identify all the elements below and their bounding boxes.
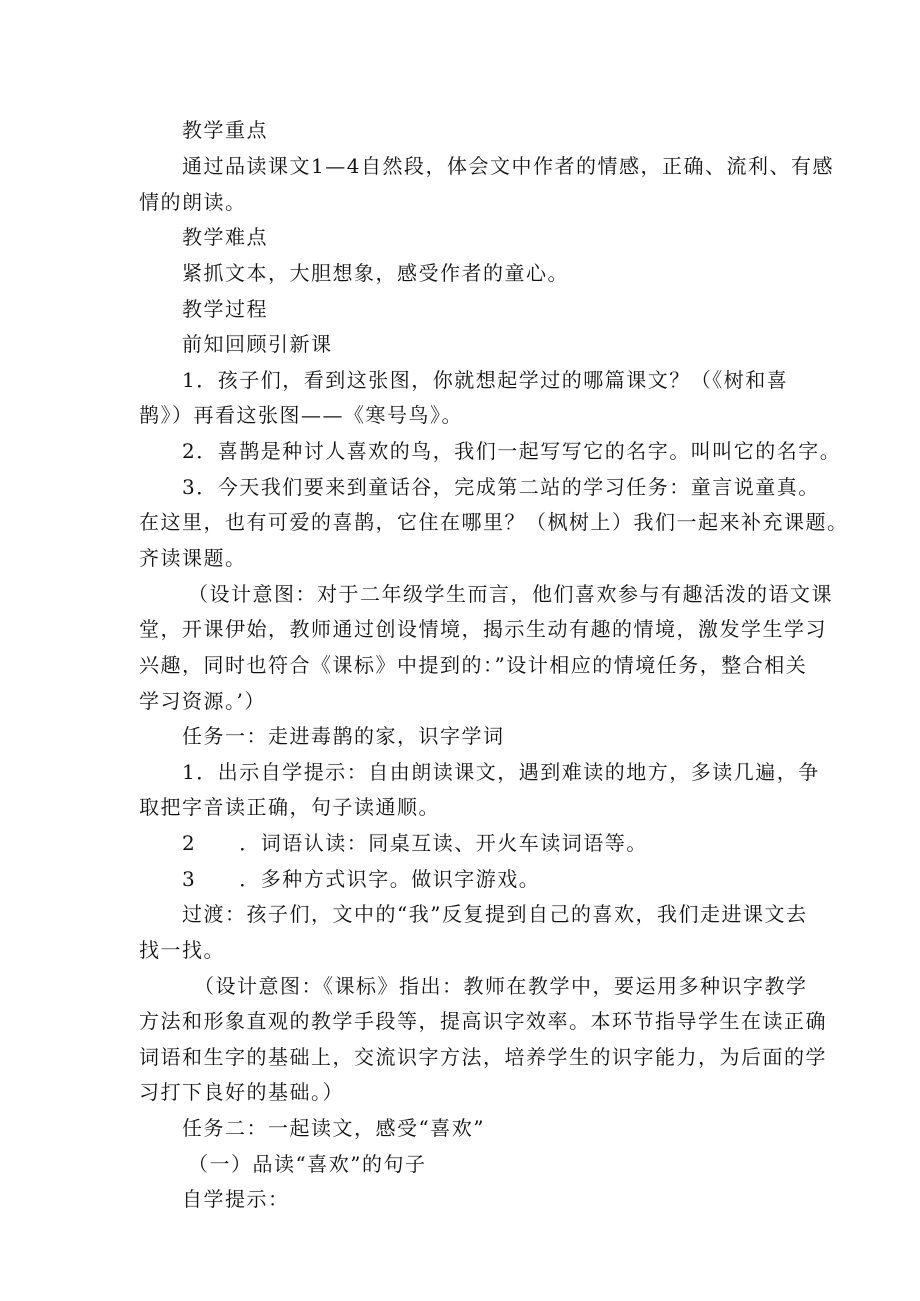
- paragraph-line: 2．喜鹊是种讨人喜欢的鸟，我们一起写写它的名字。叫叫它的名字。: [182, 439, 842, 463]
- self-study-label: 自学提示：: [182, 1187, 290, 1211]
- paragraph-line: 情的朗读。: [139, 190, 247, 214]
- paragraph-line: 齐读课题。: [139, 546, 247, 570]
- paragraph-line: 鹊》）再看这张图——《寒号鸟》。: [139, 403, 463, 427]
- design-intent-line: 学习资源。’）: [139, 689, 266, 713]
- design-intent-line: 方法和形象直观的教学手段等，提高识字效率。本环节指导学生在读正确: [139, 1009, 827, 1033]
- design-intent-line: （设计意图：《课标》指出：教师在教学中，要运用多种识字教学: [194, 974, 808, 998]
- paragraph-line: 通过品读课文1—4自然段，体会文中作者的情感，正确、流利、有感: [182, 154, 834, 178]
- design-intent-line: 堂，开课伊始，教师通过创设情境，揭示生动有趣的情境，激发学生学习: [139, 617, 827, 641]
- paragraph-line: 2 ．词语认读：同桌互读、开火车读词语等。: [182, 831, 648, 855]
- task1-heading: 任务一：走进毒鹊的家，识字学词: [182, 724, 505, 748]
- design-intent-line: 兴趣，同时也符合《课标》中提到的：”设计相应的情境任务，整合相关: [139, 653, 808, 677]
- paragraph-line: 找一找。: [139, 938, 225, 962]
- paragraph-line: 紧抓文本，大胆想象，感受作者的童心。: [182, 261, 569, 285]
- task2-subheading: （一）品读“喜欢”的句子: [188, 1152, 427, 1176]
- paragraph-line: 在这里，也有可爱的喜鹊，它住在哪里？（枫树上）我们一起来补充课题。: [139, 510, 849, 534]
- heading-difficulties: 教学难点: [182, 225, 268, 249]
- task2-heading: 任务二：一起读文，感受“喜欢”: [182, 1116, 485, 1140]
- heading-key-points: 教学重点: [182, 118, 268, 142]
- paragraph-line: 3．今天我们要来到童话谷，完成第二站的学习任务：童言说童真。: [182, 475, 820, 499]
- paragraph-line: 取把字音读正确，句子读通顺。: [139, 795, 440, 819]
- paragraph-line: 过渡：孩子们，文中的“我”反复提到自己的喜欢，我们走进课文去: [182, 902, 808, 926]
- paragraph-line: 1．出示自学提示：自由朗读课文，遇到难读的地方，多读几遍，争: [182, 760, 820, 784]
- paragraph-line: 1．孩子们，看到这张图，你就想起学过的哪篇课文？（《树和喜: [182, 368, 789, 392]
- paragraph-line: 3 ．多种方式识字。做识字游戏。: [182, 867, 541, 891]
- design-intent-line: （设计意图：对于二年级学生而言，他们喜欢参与有趣活泼的语文课: [188, 582, 833, 606]
- section-heading-intro: 前知回顾引新课: [182, 332, 333, 356]
- heading-process: 教学过程: [182, 297, 268, 321]
- design-intent-line: 习打下良好的基础。）: [139, 1080, 344, 1104]
- design-intent-line: 词语和生字的基础上，交流识字方法，培养学生的识字能力，为后面的学: [139, 1045, 827, 1069]
